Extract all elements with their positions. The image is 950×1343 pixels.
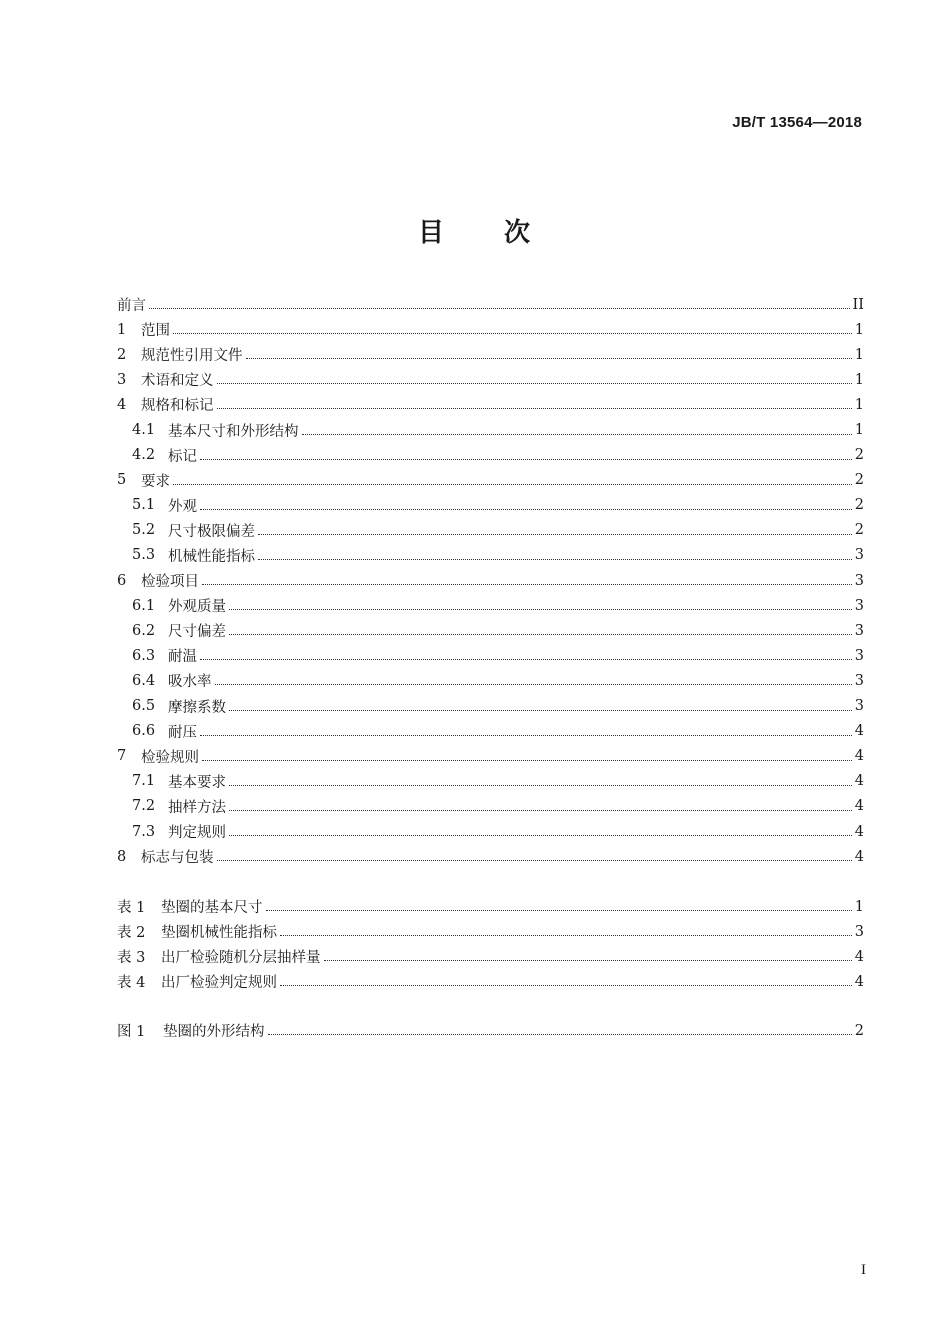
toc-entry-number: 6.6 bbox=[132, 723, 156, 740]
dot-leader bbox=[200, 735, 852, 736]
toc-entry[interactable] bbox=[117, 292, 864, 317]
toc-entry-page: 3 bbox=[854, 572, 864, 589]
table-entry[interactable] bbox=[117, 894, 864, 919]
toc-entry-label: 基本要求 bbox=[168, 774, 226, 791]
toc-entry-page: 4 bbox=[854, 773, 864, 790]
toc-entry-number: 6.5 bbox=[132, 698, 156, 715]
toc-entry-page: II bbox=[852, 296, 864, 313]
table-entry-page: 4 bbox=[854, 973, 864, 990]
toc-entry[interactable] bbox=[117, 493, 864, 518]
page-folio: I bbox=[861, 1262, 866, 1278]
toc-entry[interactable] bbox=[117, 643, 864, 668]
toc-entry-page: 4 bbox=[854, 748, 864, 765]
figure-entry-label: 垫圈的外形结构 bbox=[163, 1024, 265, 1041]
dot-leader bbox=[246, 358, 852, 359]
toc-entry-number: 7.3 bbox=[132, 823, 156, 840]
dot-leader bbox=[229, 710, 852, 711]
toc-entry-page: 3 bbox=[854, 672, 864, 689]
toc-entry[interactable] bbox=[117, 417, 864, 442]
table-entry-number: 表 3 bbox=[117, 950, 146, 967]
toc-entry-number: 3 bbox=[117, 371, 127, 388]
toc-entry-number: 5.2 bbox=[132, 522, 156, 539]
toc-entry[interactable] bbox=[117, 443, 864, 468]
table-entry-number: 表 1 bbox=[117, 900, 146, 917]
toc-entry-page: 1 bbox=[854, 321, 864, 338]
toc-entry-page: 4 bbox=[854, 848, 864, 865]
toc-entry-label: 外观质量 bbox=[168, 599, 226, 616]
dot-leader bbox=[149, 308, 850, 309]
toc-entry-number: 5 bbox=[117, 472, 127, 489]
toc-entry[interactable] bbox=[117, 518, 864, 543]
title-char-2: 次 bbox=[504, 218, 533, 248]
toc-entry-label: 范围 bbox=[141, 323, 170, 340]
dot-leader bbox=[229, 609, 852, 610]
toc-entry-page: 3 bbox=[854, 647, 864, 664]
toc-entry-number: 4.1 bbox=[132, 422, 156, 439]
title-char-1: 目 bbox=[417, 218, 446, 248]
dot-leader bbox=[217, 408, 852, 409]
dot-leader bbox=[229, 810, 852, 811]
table-entry-label: 垫圈机械性能指标 bbox=[161, 925, 277, 942]
toc-entry-page: 2 bbox=[854, 522, 864, 539]
toc-entry-number: 4 bbox=[117, 396, 127, 413]
toc-entry-number: 6 bbox=[117, 572, 127, 589]
toc-entry-label: 摩擦系数 bbox=[168, 699, 226, 716]
toc-entry[interactable] bbox=[117, 468, 864, 493]
dot-leader bbox=[215, 684, 852, 685]
table-entry-page: 4 bbox=[854, 948, 864, 965]
toc-entry[interactable] bbox=[117, 593, 864, 618]
toc-entry[interactable] bbox=[117, 819, 864, 844]
standard-number: JB/T 13564—2018 bbox=[732, 114, 862, 131]
toc-entry-page: 3 bbox=[854, 698, 864, 715]
toc-entry-page: 1 bbox=[854, 422, 864, 439]
toc-entry-page: 2 bbox=[854, 497, 864, 514]
figure-entry[interactable] bbox=[117, 1018, 864, 1043]
toc-entry[interactable] bbox=[117, 543, 864, 568]
dot-leader bbox=[200, 659, 852, 660]
table-entry-page: 3 bbox=[854, 923, 864, 940]
dot-leader bbox=[229, 634, 852, 635]
dot-leader bbox=[202, 584, 852, 585]
toc-entry-page: 1 bbox=[854, 346, 864, 363]
toc-entry[interactable] bbox=[117, 568, 864, 593]
toc-entry-label: 规范性引用文件 bbox=[141, 348, 243, 365]
toc-entry[interactable] bbox=[117, 769, 864, 794]
toc-entry-number: 5.1 bbox=[132, 497, 156, 514]
toc-entry[interactable] bbox=[117, 342, 864, 367]
dot-leader bbox=[268, 1034, 852, 1035]
toc-entry[interactable] bbox=[117, 668, 864, 693]
toc-entry-label: 基本尺寸和外形结构 bbox=[168, 423, 299, 440]
toc-entry-number: 1 bbox=[117, 321, 127, 338]
toc-entry-number: 6.4 bbox=[132, 672, 156, 689]
toc-entry-label: 术语和定义 bbox=[141, 373, 214, 390]
toc-entry-number: 6.2 bbox=[132, 622, 156, 639]
toc-entry-label: 检验项目 bbox=[141, 574, 199, 591]
toc-entry-label: 耐压 bbox=[168, 724, 197, 741]
table-entry[interactable] bbox=[117, 919, 864, 944]
toc-entry-number: 8 bbox=[117, 848, 127, 865]
toc-entry[interactable] bbox=[117, 317, 864, 342]
dot-leader bbox=[280, 985, 852, 986]
toc-entry[interactable] bbox=[117, 719, 864, 744]
dot-leader bbox=[173, 333, 852, 334]
dot-leader bbox=[217, 383, 852, 384]
toc-entry-page: 3 bbox=[854, 597, 864, 614]
dot-leader bbox=[324, 960, 852, 961]
toc-entry-label: 尺寸偏差 bbox=[168, 624, 226, 641]
toc-entry-page: 4 bbox=[854, 823, 864, 840]
table-entry[interactable] bbox=[117, 944, 864, 969]
dot-leader bbox=[302, 434, 852, 435]
toc-entry[interactable] bbox=[117, 367, 864, 392]
toc-entry-page: 3 bbox=[854, 547, 864, 564]
table-entry-label: 出厂检验判定规则 bbox=[161, 975, 277, 992]
toc-entry[interactable] bbox=[117, 844, 864, 869]
dot-leader bbox=[280, 935, 852, 936]
table-entry-number: 表 4 bbox=[117, 975, 146, 992]
toc-entry-number: 5.3 bbox=[132, 547, 156, 564]
toc-entry-label: 尺寸极限偏差 bbox=[168, 523, 255, 540]
toc-entry-page: 4 bbox=[854, 798, 864, 815]
toc-entry[interactable] bbox=[117, 618, 864, 643]
dot-leader bbox=[200, 509, 852, 510]
dot-leader bbox=[229, 835, 852, 836]
toc-entry-label: 耐温 bbox=[168, 649, 197, 666]
toc-entry[interactable] bbox=[117, 392, 864, 417]
table-entry-page: 1 bbox=[854, 898, 864, 915]
toc-entry-label: 标志与包装 bbox=[141, 850, 214, 867]
table-entry[interactable] bbox=[117, 969, 864, 994]
toc-entry-number: 6.3 bbox=[132, 647, 156, 664]
toc-entry-label: 机械性能指标 bbox=[168, 548, 255, 565]
table-entry-number: 表 2 bbox=[117, 925, 146, 942]
toc-entry-page: 4 bbox=[854, 723, 864, 740]
toc-entry-page: 1 bbox=[854, 396, 864, 413]
dot-leader bbox=[266, 910, 852, 911]
toc-entry-number: 7.2 bbox=[132, 798, 156, 815]
dot-leader bbox=[173, 484, 852, 485]
toc-entry-label: 判定规则 bbox=[168, 825, 226, 842]
toc-entry-label: 外观 bbox=[168, 498, 197, 515]
dot-leader bbox=[229, 785, 852, 786]
toc-entry-label: 吸水率 bbox=[168, 674, 212, 691]
toc-entry-number: 2 bbox=[117, 346, 127, 363]
toc-entry-page: 2 bbox=[854, 472, 864, 489]
toc-entry-label: 抽样方法 bbox=[168, 799, 226, 816]
page-title bbox=[0, 212, 950, 249]
toc-entry-label: 要求 bbox=[141, 473, 170, 490]
dot-leader bbox=[258, 534, 852, 535]
toc-entry[interactable] bbox=[117, 794, 864, 819]
toc-entry-page: 1 bbox=[854, 371, 864, 388]
toc-entry-label: 规格和标记 bbox=[141, 398, 214, 415]
toc-entry[interactable] bbox=[117, 744, 864, 769]
toc-entry-label: 检验规则 bbox=[141, 749, 199, 766]
figure-entry-page: 2 bbox=[854, 1022, 864, 1039]
toc-entry-page: 3 bbox=[854, 622, 864, 639]
toc-list bbox=[117, 292, 864, 869]
toc-entry-number: 7 bbox=[117, 748, 127, 765]
dot-leader bbox=[200, 459, 852, 460]
toc-entry-label: 前言 bbox=[117, 298, 146, 315]
toc-entry-label: 标记 bbox=[168, 448, 197, 465]
table-entry-label: 垫圈的基本尺寸 bbox=[161, 900, 263, 917]
toc-entry-number: 4.2 bbox=[132, 447, 156, 464]
figure-entry-number: 图 1 bbox=[117, 1024, 146, 1041]
figure-list bbox=[117, 1018, 864, 1043]
table-list bbox=[117, 894, 864, 994]
dot-leader bbox=[258, 559, 852, 560]
table-entry-label: 出厂检验随机分层抽样量 bbox=[161, 950, 321, 967]
dot-leader bbox=[217, 860, 852, 861]
toc-entry-number: 7.1 bbox=[132, 773, 156, 790]
toc-entry[interactable] bbox=[117, 694, 864, 719]
toc-entry-page: 2 bbox=[854, 447, 864, 464]
toc-entry-number: 6.1 bbox=[132, 597, 156, 614]
dot-leader bbox=[202, 760, 852, 761]
